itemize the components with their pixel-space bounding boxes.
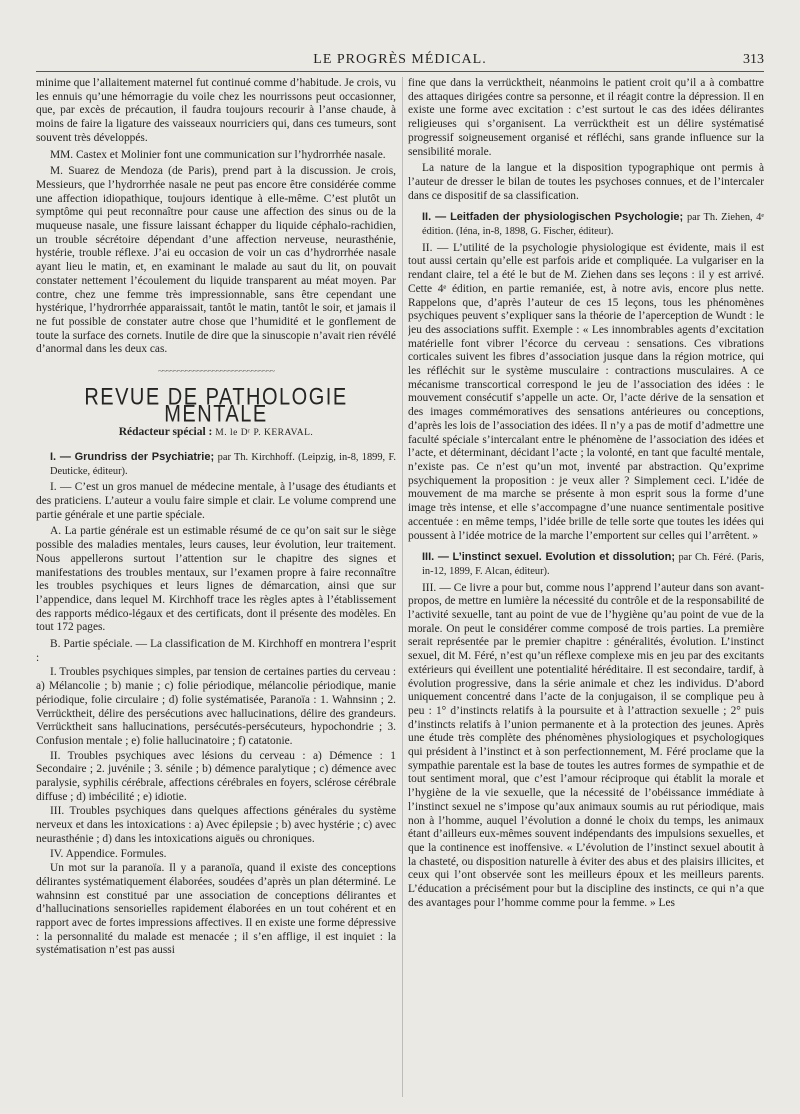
header-rule	[36, 71, 764, 72]
paragraph: fine que dans la verrücktheit, néanmoins le patient croit qu’il a à combattre des attaques dirigées contre sa personne, et il réagit contre la dépression. Il en existe une forme avec excitation : c’est surtout le cas des idées délirantes religieuses qui s’organisent. La verrücktheit est un délire systématisé progressif soigneusement organisé et réfléchi, sans grande influence sur la sensibilité morale.	[408, 77, 764, 158]
review-reference: par Th. Ziehen, 4ᵉ édition. (Iéna, in-8, 1898, G. Fischer, éditeur).	[422, 212, 764, 238]
paragraph: minime que l’allaitement maternel fut continué comme d’habitude. Je crois, vu les ennuis qu’une hémorragie du voile chez les nourrissons peut occasionner, que, par excès de précaution, il faudra toujours recourir à l’anse chaude, à moins de faire la ligature des vaisseaux nourriciers qui, dans ces tumeurs, sont souvent très développés.	[36, 77, 396, 144]
review-reference: par Th. Kirchhoff. (Leipzig, in-8, 1899, F. Deuticke, éditeur).	[50, 451, 396, 477]
section-editor-name: M. le Dʳ P. KERAVAL.	[215, 428, 314, 439]
review-heading	[36, 451, 396, 478]
review-heading	[408, 551, 764, 578]
paragraph: Un mot sur la paranoïa. Il y a paranoïa, quand il existe des conceptions délirantes systématiquement élaborées, soudées d’après un plan déterminé. Le wahnsinn est constitué par une association de conceptions délirantes et d’hallucinations sensorielles rapidement élaborées en un tout cohérent et en rapport avec de fortes impressions affectives. Il en existe une forme dépressive : la personnalité du malade est menacée ; il s’en afflige, il est inquiet : la systématisation n’est pas aussi	[36, 862, 396, 957]
review-heading	[408, 211, 764, 238]
section-ornament: ~~~~~~~~~~~~~~~~~~~~~~~~~~~~~~	[157, 366, 275, 377]
paragraph: La nature de la langue et la disposition typographique ont permis à l’auteur de dresser le bilan de toutes les psychoses connues, et de l’intercaler dans ce dispositif de sa classification.	[408, 162, 764, 202]
page-number: 313	[743, 52, 764, 67]
column-divider	[402, 77, 403, 1097]
right-column	[408, 77, 764, 1097]
paragraph: M. Suarez de Mendoza (de Paris), prend part à la discussion. Je crois, Messieurs, que l’hydrorrhée nasale ne peut pas encore être considérée comme une affection idiopathique, toujours identique à elle-même. C’est plutôt un symptôme qui peut reconnaître pour cause une affection des sinus ou de la muqueuse nasale, une fissure laissant échapper du liquide céphalo-rachidien, un trouble sécrétoire dépendant d’une affection nerveuse, neurasthénie, hystérie, trouble réflexe. J’ai eu occasion de voir un cas d’hydrorrhée nasale ayant lieu le matin, et, en examinant le malade au saut du lit, on pouvait constater nettement l’écoulement du liquide transparent au méat moyen. Par contre, chez une femme très impressionnable, sans être cependant une hystérique, l’hydrorrhée apparaissait, tantôt le matin, tantôt le soir, et jamais il ne fut possible de constater autre chose que l’humidité et le gonflement de toute la surface des cornets. Inutile de dire que la sinuscopie n’avait rien révélé d’anormal dans les deux cas.	[36, 165, 396, 356]
paragraph: B. Partie spéciale. — La classification de M. Kirchhoff en montrera l’esprit :	[36, 638, 396, 664]
paragraph: II. — L’utilité de la psychologie physiologique est évidente, mais il est tout aussi certain qu’elle est parfois aride et compliquée. La vulgariser en la rendant claire, tel a été le but de M. Ziehen dans ses leçons : il y est arrivé. Cette 4ᵉ édition, en partie remaniée, est, à notre avis, encore plus nette. Rappelons que, d’après l’auteur de ces 15 leçons, tous les phénomènes psychiques peuvent s’expliquer sans la théorie de l’aperception de Wundt : le jeu des associations suffit. Exemple : « Les innombrables agents d’excitation matérielle font vibrer l’écorce du cerveau : sensations. Ces vibrations corticales suivent les fibres d’association jusque dans la région motrice, qui les réfléchit sur le système musculaire : contractions musculaires. A ce mécanisme transcortical correspond le jeu de l’association des idées : le mouvement consécutif s’appelle un acte. Or, l’acte dérive de la sensation et des images commémoratives des sensations antérieures ou conceptions, d’après les lois de l’association des idées. Il n’y a pas de motif d’admettre une faculté spéciale s’intercalant entre le phénomène de l’association des idées et l’acte, et déterminant, décidant l’acte ; la volonté, en tant que faculté mentale, n’existe pas. Ce n’est qu’un mot, inventé par abstraction. Qu’exprime psychiquement la proposition : je veux aller ? Simplement ceci. L’idée de mouvement de ma marche se présente à mon esprit sous la forme d’une image très intense, et elle s’accompagne d’une nuance sentimentale positive accentuée : en même temps, l’idée brille de telle sorte que toutes les idées qui poussent à l’idée motrice de la marche l’emportent sur celles qui l’arrêtent. »	[408, 241, 764, 542]
paragraph: MM. Castex et Molinier font une communication sur l’hydrorrhée nasale.	[50, 148, 386, 161]
paragraph: III. — Ce livre a pour but, comme nous l’apprend l’auteur dans son avant-propos, de mettre en lumière la nécessité du contrôle et de la responsabilité de l’activité sexuelle, tant au point de vue de l’hygiène qu’au point de vue de la morale. On peut le considérer comme composé de trois parties. La première serait représentée par le premier chapitre : généralités, évolution. L’instinct sexuel, dit M. Féré, n’est qu’un réflexe complexe mis en jeu par des excitants extérieurs qui éveillent une potentialité héréditaire. Il est secondaire, tardif, à évolution progressive, dans la série animale et chez les individus. D’abord uniquement concentré dans l’acte de la conjugaison, il se complique peu à peu : 1° d’instincts relatifs à la poursuite et à l’attraction sexuelle ; 2° puis d’instincts relatifs à l’union permanente et à la protection des jeunes. Après une étude très complète des phénomènes physiologiques et psychologiques qui président à l’instinct et à son perfectionnement, M. Féré proclame que la sympathie parentale est la base de toutes les autres formes de sympathie et de tout sentiment moral, que c’est l’amour réciproque qui établit la morale et l’hygiène de la vie sexuelle, que la nécessité de l’obéissance immédiate à l’instinct sexuel ne s’impose qu’aux animaux soumis au rut périodique, mais non à l’homme, auquel l’évolution a donné le choix du temps, les animaux étant d’ailleurs eux-mêmes souvent indépendants des impulsions sexuelles, et que la continence est inoffensive. « L’évolution de l’instinct sexuel aboutit à la chasteté, ou disposition naturelle à éviter des abus et des plaisirs illicites, et ceux qui l’ont observée sont les meilleurs époux et les meilleurs parents. L’éducation a précisément pour but la discipline des instincts, ce qui n’a que des avantages pour l’homme comme pour la femme. » Les	[408, 581, 764, 909]
section-title: REVUE DE PATHOLOGIE MENTALE	[84, 384, 348, 427]
running-title: LE PROGRÈS MÉDICAL.	[313, 52, 487, 67]
section-editor-label: Rédacteur spécial :	[118, 426, 213, 439]
review-reference: par Ch. Féré. (Paris, in-12, 1899, F. Alcan, éditeur).	[422, 552, 764, 577]
review-title: I. — Grundriss der Psychiatrie;	[50, 450, 215, 463]
paragraph: I. Troubles psychiques simples, par tension de certaines parties du cerveau : a) Mélancolie ; b) manie ; c) folie périodique, mélancolie périodique, manie périodique, folie circulaire ; d) folie systématisée, Paranoïa : 1. Wahnsinn ; 2. Verrücktheit, délire des persécutions avec hallucinations, délire des grandeurs. Verrücktheit sans hallucinations, persécutés-persécuteurs, hypochondrie ; 3. Confusion mentale ; e) folie hallucinatoire ; f) catatonie.	[36, 666, 396, 747]
left-column	[36, 77, 396, 1097]
paragraph: IV. Appendice. Formules.	[50, 847, 167, 860]
section-editor	[36, 426, 396, 441]
paragraph: II. Troubles psychiques avec lésions du cerveau : a) Démence : 1 Secondaire ; 2. juvénile ; 3. sénile ; b) démence paralytique ; c) démence avec paralysie, syphilis cérébrale, affections cérébrales en foyers, sclérose cérébrale diffuse ; d) imbécilité ; e) idiotie.	[36, 749, 396, 803]
review-title: III. — L’instinct sexuel. Evolution et dissolution;	[422, 551, 676, 564]
paragraph: III. Troubles psychiques dans quelques affections générales du système nerveux et dans les intoxications : a) Avec épilepsie ; b) avec hystérie ; c) avec neurasthénie ; d) dans les intoxications aiguës ou chroniques.	[36, 805, 396, 845]
paragraph: I. — C’est un gros manuel de médecine mentale, à l’usage des étudiants et des praticiens. L’auteur a voulu faire simple et clair. Le volume comprend une partie générale et une partie spéciale.	[36, 481, 396, 521]
paragraph: A. La partie générale est un estimable résumé de ce qu’on sait sur le siège possible des maladies mentales, leurs causes, leur évolution, leur traitement. Nous appellerons surtout l’attention sur le chapitre des signes et manifestations des troubles mentaux, sur l’examen propre à faire reconnaître les troubles psychiques et leurs lignes de démarcation, ainsi que sur l’appendice, dans lequel M. Kirchhoff trace les règles aptes à l’établissement des rapports médico-légaux et des certificats, dont il présente des modèles. En tout 172 pages.	[36, 525, 396, 634]
review-title: II. — Leitfaden der physiologischen Psychologie;	[422, 211, 684, 224]
page-header	[36, 52, 764, 70]
